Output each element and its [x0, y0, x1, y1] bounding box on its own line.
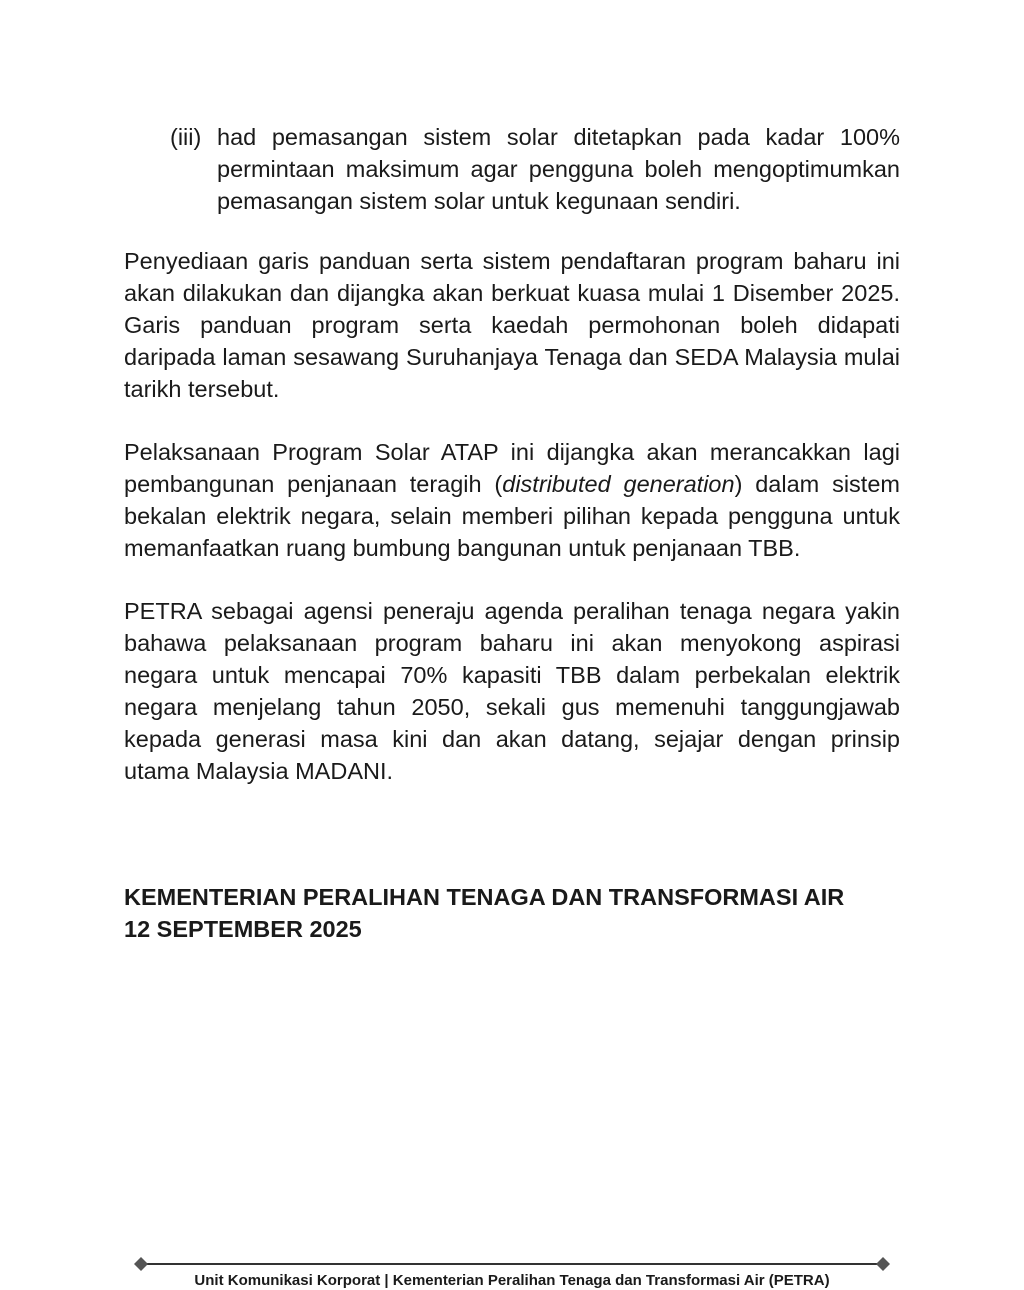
list-item-text: had pemasangan sistem solar ditetapkan pada kadar 100% permintaan maksimum agar pengguna boleh mengoptimumkan pemasangan sistem solar untuk kegunaan sendiri.	[217, 124, 900, 214]
signature-ministry: KEMENTERIAN PERALIHAN TENAGA DAN TRANSFORMASI AIR	[124, 884, 845, 910]
footer-text: Unit Komunikasi Korporat | Kementerian Peralihan Tenaga dan Transformasi Air (PETRA)	[194, 1272, 830, 1289]
list-item-iii	[170, 121, 900, 217]
footer-divider	[133, 1256, 891, 1272]
italic-term: distributed generation	[502, 471, 735, 497]
diamond-left-icon	[134, 1257, 148, 1271]
paragraph-implementation-text-end: ) dalam sistem bekalan elektrik negara, selain memberi pilihan kepada pengguna untuk memanfaatkan ruang bumbung bangunan untuk penjanaan TBB.	[124, 471, 900, 561]
paragraph-petra-aspiration: PETRA sebagai agensi peneraju agenda peralihan tenaga negara yakin bahawa pelaksanaan program baharu ini akan menyokong aspirasi negara untuk mencapai 70% kapasiti TBB dalam perbekalan elektrik negara menjelang tahun 2050, sekali gus memenuhi tanggungjawab kepada generasi masa kini dan akan datang, sejajar dengan prinsip utama Malaysia MADANI.	[124, 598, 900, 784]
list-marker: (iii)	[170, 124, 202, 150]
paragraph-guidelines: Penyediaan garis panduan serta sistem pendaftaran program baharu ini akan dilakukan dan dijangka akan berkuat kuasa mulai 1 Disember 2025. Garis panduan program serta kaedah permohonan boleh didapati daripada laman sesawang Suruhanjaya Tenaga dan SEDA Malaysia mulai tarikh tersebut.	[124, 248, 900, 402]
signature-date: 12 SEPTEMBER 2025	[124, 916, 362, 942]
paragraph-implementation	[124, 436, 900, 564]
paragraph-implementation-text-start: Pelaksanaan Program Solar ATAP ini dijangka akan merancakkan lagi pembangunan penjanaan teragih (	[124, 439, 900, 497]
diamond-right-icon	[876, 1257, 890, 1271]
